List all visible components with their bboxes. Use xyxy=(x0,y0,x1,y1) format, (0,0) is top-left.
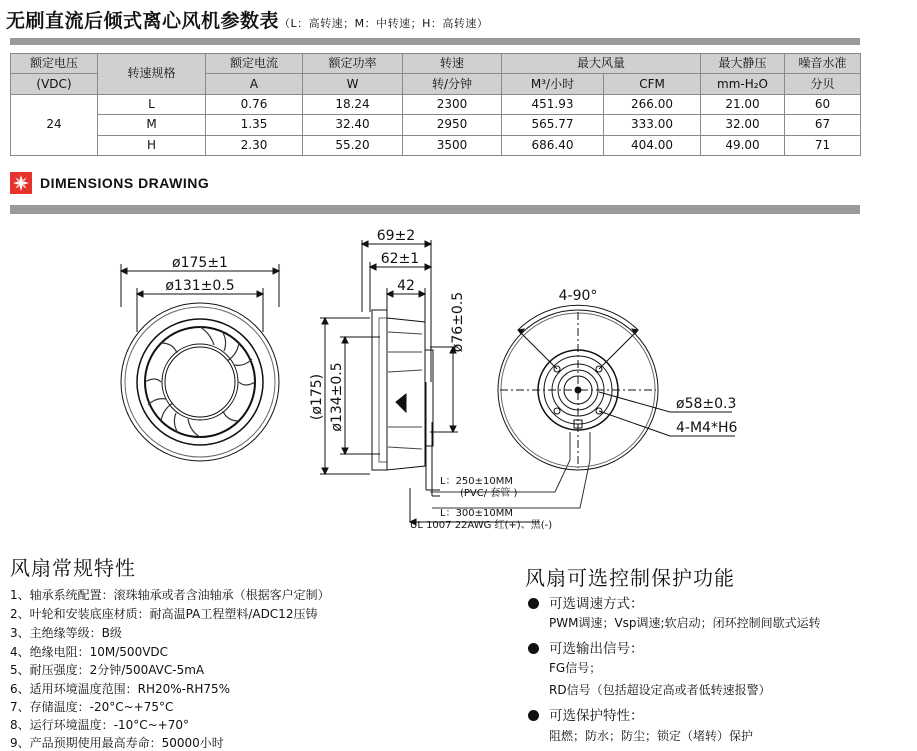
dim-134: ø134±0.5 xyxy=(329,362,345,432)
general-item: 1、轴承系统配置：滚珠轴承或者含油轴承（根据客户定制） xyxy=(10,588,330,602)
cell-cfm: 266.00 xyxy=(604,94,701,114)
protection-text: 阻燃；防水；防尘；锁定（堵转）保护 xyxy=(549,729,754,743)
cell-current: 0.76 xyxy=(206,94,303,114)
voltage-value: 24 xyxy=(11,94,98,155)
bullet-icon xyxy=(528,710,539,721)
title-divider xyxy=(10,38,860,45)
dim-69: 69±2 xyxy=(376,228,416,244)
table-row xyxy=(11,135,861,155)
dimensions-drawing xyxy=(100,222,800,532)
cable-length-1: L：250±10MM xyxy=(440,476,514,487)
cable-length-2: L：300±10MM xyxy=(440,508,514,519)
dim-screws: 4-M4*H6 xyxy=(676,420,738,436)
cell-spec: M xyxy=(98,115,206,135)
cell-pressure: 49.00 xyxy=(701,135,785,155)
general-item: 4、绝缘电阻：10M/500VDC xyxy=(10,645,169,659)
bullet-icon xyxy=(528,598,539,609)
table-row xyxy=(11,115,861,135)
dimensions-divider xyxy=(10,205,860,214)
cell-m3h: 686.40 xyxy=(502,135,604,155)
unit-speed: 转/分钟 xyxy=(403,74,502,94)
dim-angle: 4-90° xyxy=(558,288,598,304)
table-header-row xyxy=(11,54,861,74)
col-max-flow: 最大风量 xyxy=(502,54,701,74)
col-power: 额定功率 xyxy=(303,54,403,74)
table-row xyxy=(11,94,861,114)
unit-voltage: (VDC) xyxy=(11,74,98,94)
unit-pressure: mm-H₂O xyxy=(701,74,785,94)
dim-58: ø58±0.3 xyxy=(676,396,737,412)
dim-42: 42 xyxy=(397,278,415,294)
col-current: 额定电流 xyxy=(206,54,303,74)
fan-logo-icon xyxy=(10,172,32,194)
cell-cfm: 404.00 xyxy=(604,135,701,155)
output-fg: FG信号； xyxy=(549,661,602,675)
cell-current: 2.30 xyxy=(206,135,303,155)
unit-flow-cfm: CFM xyxy=(604,74,701,94)
col-max-pressure: 最大静压 xyxy=(701,54,785,74)
cell-speed: 2300 xyxy=(403,94,502,114)
general-title: 风扇常规特性 xyxy=(10,556,136,580)
cell-noise: 60 xyxy=(785,94,861,114)
general-item: 6、适用环境温度范围：RH20%-RH75% xyxy=(10,682,231,696)
cell-m3h: 565.77 xyxy=(502,115,604,135)
output-signal-head: 可选输出信号： xyxy=(528,637,644,657)
dim-76: ø76±0.5 xyxy=(450,291,466,353)
col-noise: 噪音水准 xyxy=(785,54,861,74)
general-item: 7、存储温度：-20°C~+75°C xyxy=(10,700,174,714)
unit-power: W xyxy=(303,74,403,94)
general-item: 8、运行环境温度：-10°C~+70° xyxy=(10,718,189,732)
dim-175: ø175±1 xyxy=(172,255,228,271)
bullet-icon xyxy=(528,643,539,654)
dim-62: 62±1 xyxy=(380,251,420,267)
general-item: 3、主绝缘等级：B级 xyxy=(10,626,122,640)
unit-current: A xyxy=(206,74,303,94)
cell-speed: 2950 xyxy=(403,115,502,135)
speed-control-text: PWM调速；Vsp调速;软启动；闭环控制间歇式运转 xyxy=(549,616,821,630)
cable-sleeve: (PVC/ 套管 ) xyxy=(460,488,518,499)
cell-noise: 67 xyxy=(785,115,861,135)
spec-table xyxy=(10,53,861,156)
title-note: （L：高转速；M：中转速；H：高转速） xyxy=(279,17,489,30)
col-voltage: 额定电压 xyxy=(11,54,98,74)
cell-power: 18.24 xyxy=(303,94,403,114)
output-rd: RD信号（包括超设定高或者低转速报警） xyxy=(549,683,771,697)
unit-noise: 分贝 xyxy=(785,74,861,94)
cell-spec: L xyxy=(98,94,206,114)
general-item: 5、耐压强度：2分钟/500AVC-5mA xyxy=(10,663,205,677)
cell-noise: 71 xyxy=(785,135,861,155)
optional-title: 风扇可选控制保护功能 xyxy=(525,566,735,590)
cell-power: 32.40 xyxy=(303,115,403,135)
page-title: 无刷直流后倾式离心风机参数表（L：高转速；M：中转速；H：高转速） xyxy=(6,10,489,32)
cell-pressure: 21.00 xyxy=(701,94,785,114)
wire-spec: UL 1007 22AWG 红(+)、黑(-) xyxy=(410,520,553,531)
cell-current: 1.35 xyxy=(206,115,303,135)
general-item: 2、叶轮和安装底座材质：耐高温PA工程塑料/ADC12压铸 xyxy=(10,607,318,621)
cell-cfm: 333.00 xyxy=(604,115,701,135)
dimensions-heading: DIMENSIONS DRAWING xyxy=(40,175,210,191)
speed-control-head: 可选调速方式： xyxy=(528,592,644,612)
dim-175-vertical: (ø175) xyxy=(309,373,325,421)
general-item: 9、产品预期使用最高寿命：50000小时 xyxy=(10,736,224,750)
cell-pressure: 32.00 xyxy=(701,115,785,135)
cell-speed: 3500 xyxy=(403,135,502,155)
col-speed-spec: 转速规格 xyxy=(98,54,206,95)
rear-view xyxy=(498,305,738,470)
cell-m3h: 451.93 xyxy=(502,94,604,114)
unit-flow-m3: M³/小时 xyxy=(502,74,604,94)
dim-131: ø131±0.5 xyxy=(165,278,235,294)
protection-head: 可选保护特性： xyxy=(528,704,644,724)
cell-power: 55.20 xyxy=(303,135,403,155)
col-speed: 转速 xyxy=(403,54,502,74)
cell-spec: H xyxy=(98,135,206,155)
